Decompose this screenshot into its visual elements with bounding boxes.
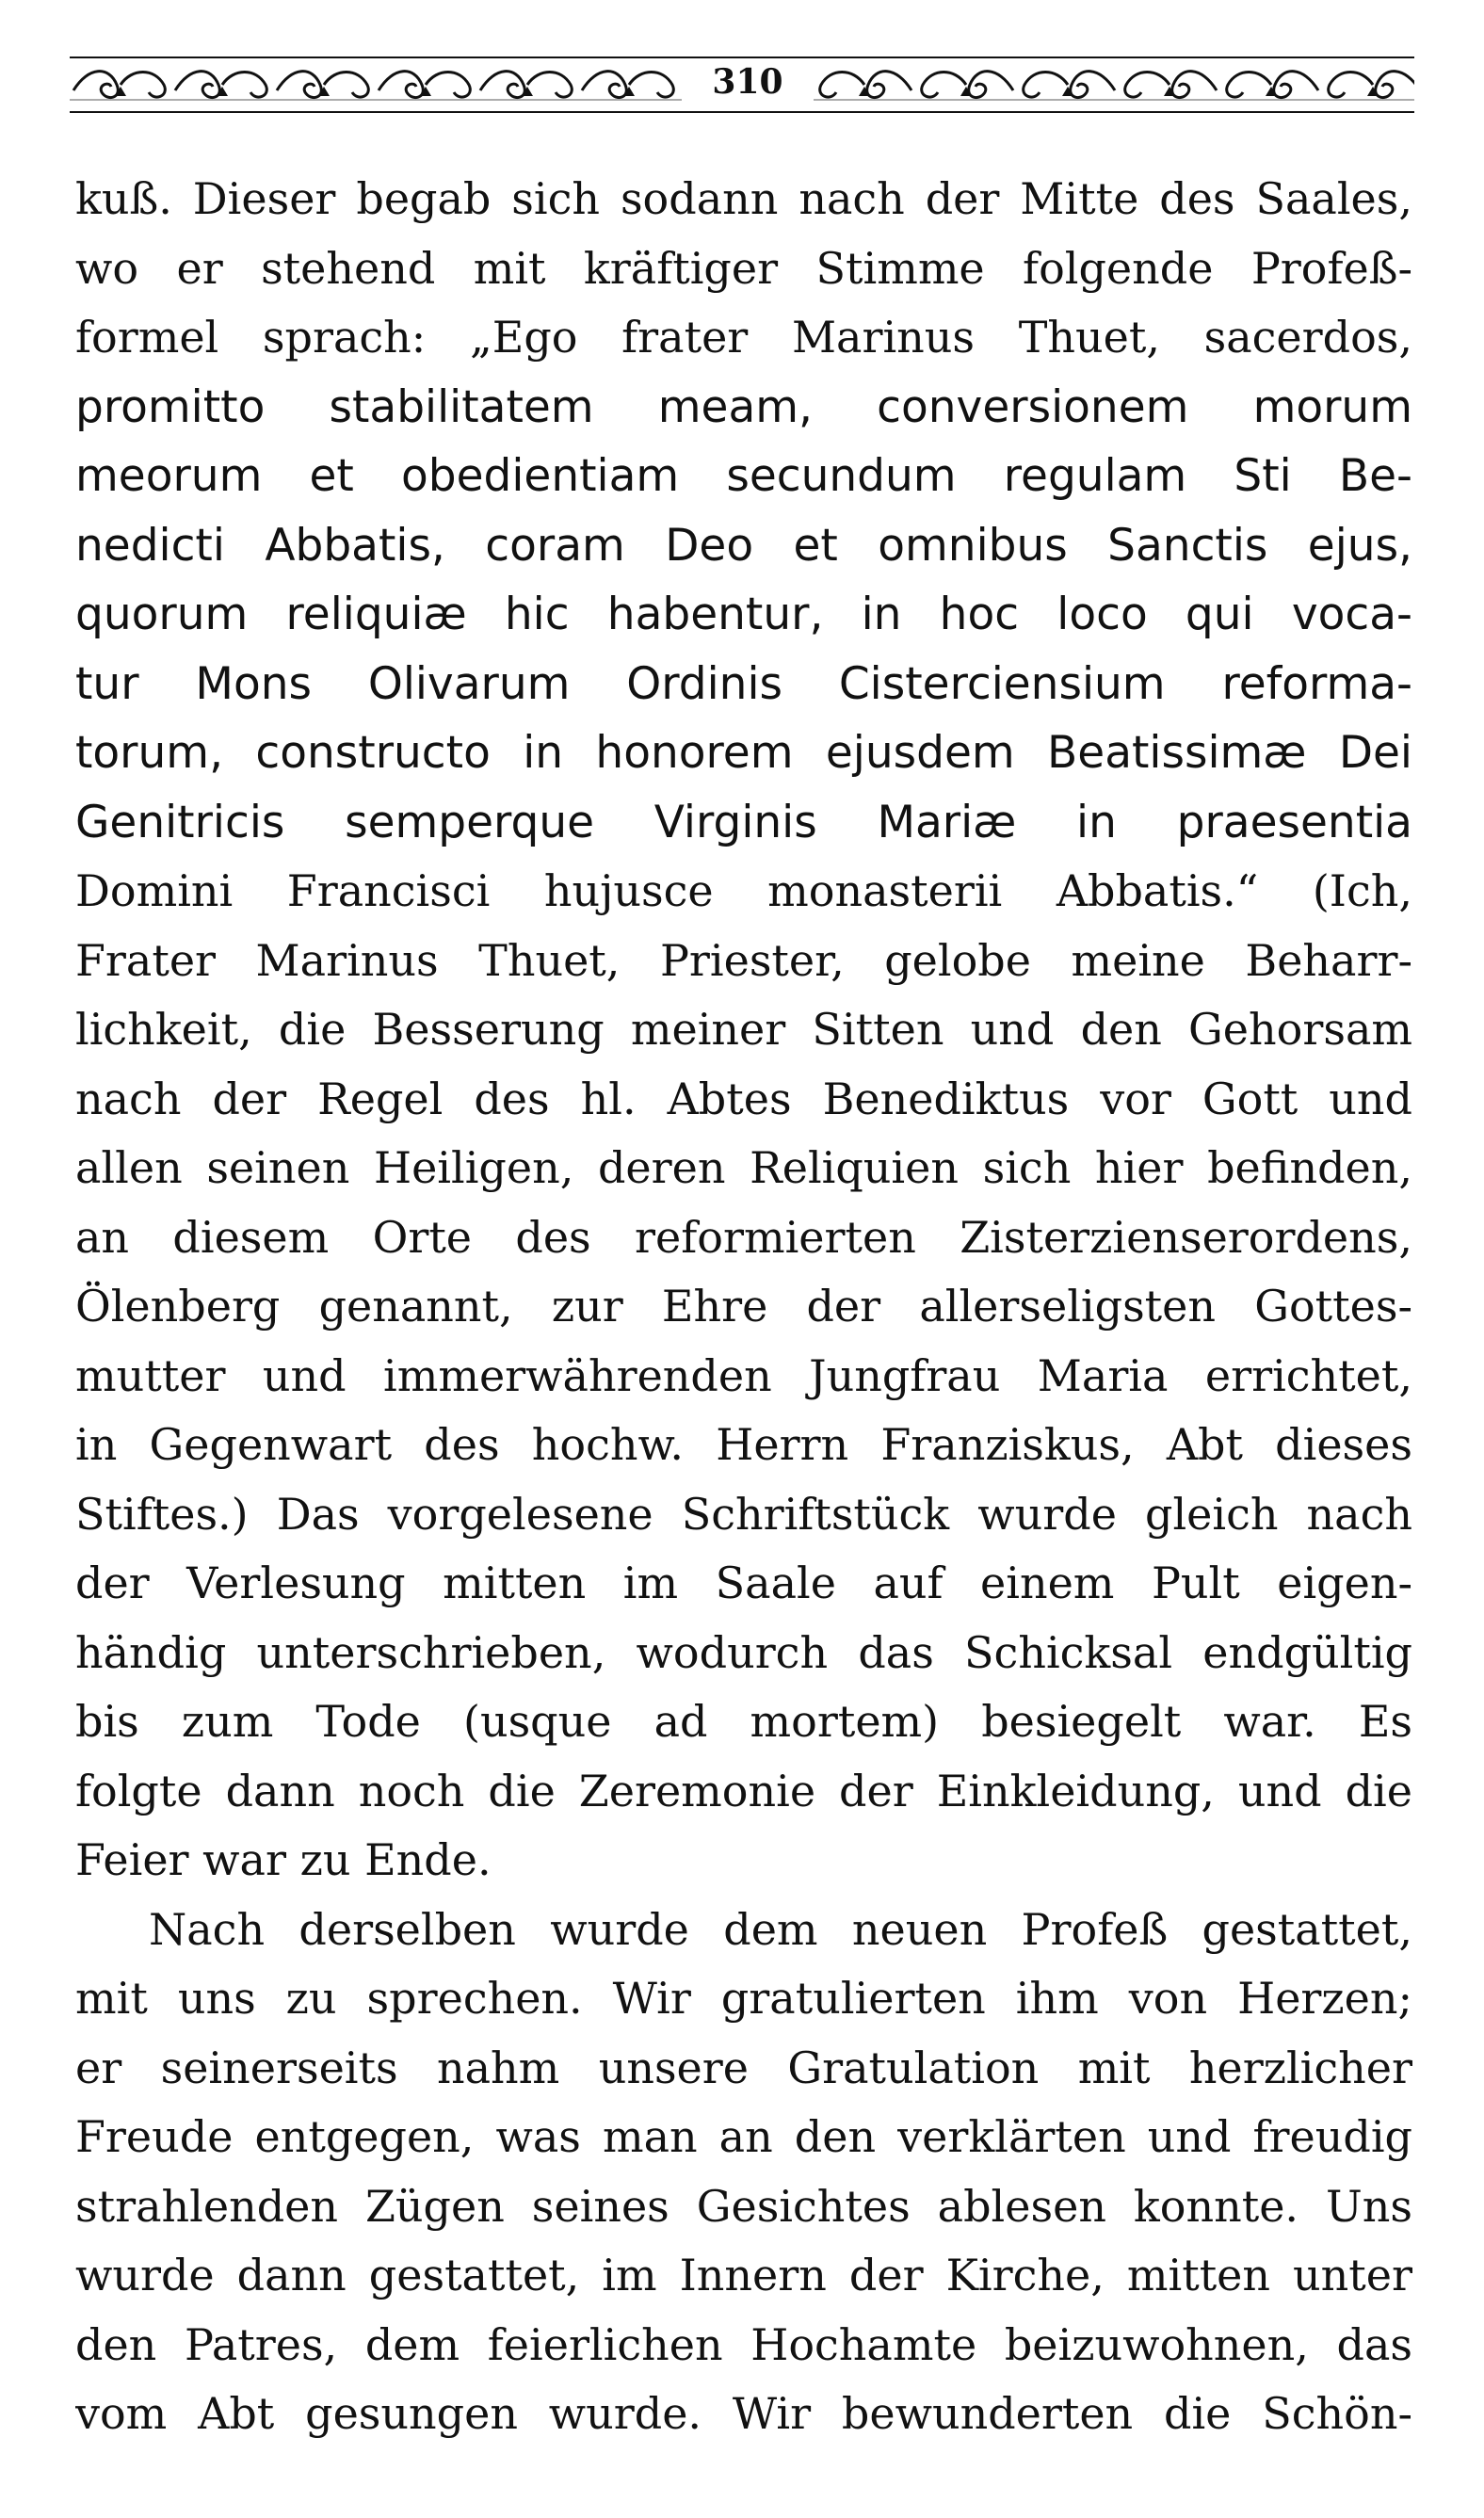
text-line: bis zum Tode (usque ad mortem) besiegelt war. Es (75, 1696, 1412, 1747)
text-line: Genitricis semperque Virginis Mariæ in praesentia (75, 796, 1412, 848)
text-line: den Patres, dem feierlichen Hochamte beizuwohnen, das (75, 2318, 1412, 2370)
text-line: Feier war zu Ende. (75, 1834, 492, 1885)
text-line: händig unterschrieben, wodurch das Schicksal endgültig (75, 1626, 1412, 1678)
text-line: tur Mons Olivarum Ordinis Cisterciensium reforma- (75, 657, 1412, 710)
text-line: allen seinen Heiligen, deren Reliquien sich hier befinden, (75, 1142, 1412, 1193)
text-line: Stiftes.) Das vorgelesene Schriftstück wurde gleich nach (75, 1488, 1412, 1540)
text-line: er seinerseits nahm unsere Gratulation mit herzlicher (75, 2042, 1412, 2093)
text-line: Freude entgegen, was man an den verklärten und freudig (75, 2111, 1412, 2162)
text-line: quorum reliquiæ hic habentur, in hoc loco qui voca- (75, 589, 1412, 640)
text-line: der Verlesung mitten im Saale auf einem Pult eigen- (75, 1558, 1412, 1608)
page-number: 310 (712, 62, 783, 102)
text-line: lichkeit, die Besserung meiner Sitten und den Gehorsam (75, 1004, 1412, 1055)
text-line: Ölenberg genannt, zur Ehre der allerseligsten Gottes- (75, 1281, 1412, 1332)
header-bottom-rule (70, 111, 1414, 113)
text-line: kuß. Dieser begab sich sodann nach der Mitte des Saales, (75, 173, 1412, 224)
text-line: wo er stehend mit kräftiger Stimme folgende Profeß- (75, 242, 1412, 294)
text-line: mutter und immerwährenden Jungfrau Maria errichtet, (75, 1349, 1412, 1401)
text-line: strahlenden Zügen seines Gesichtes ablesen konnte. Uns (75, 2180, 1412, 2232)
text-line: folgte dann noch die Zeremonie der Einkleidung, und die (75, 1765, 1412, 1816)
vine-ornament-right-icon (814, 58, 1414, 111)
text-line: mit uns zu sprechen. Wir gratulierten ihm von Herzen; (75, 1973, 1412, 2024)
text-line: Domini Francisci hujusce monasterii Abbatis.“ (Ich, (75, 865, 1412, 916)
text-line: meorum et obedientiam secundum regulam Sti Be- (75, 450, 1412, 502)
text-line: vom Abt gesungen wurde. Wir bewunderten die Schön- (75, 2388, 1412, 2439)
text-line: Frater Marinus Thuet, Priester, gelobe meine Beharr- (75, 934, 1412, 986)
text-line: promitto stabilitatem meam, conversionem morum (75, 380, 1412, 433)
text-line: wurde dann gestattet, im Innern der Kirche, mitten unter (75, 2250, 1412, 2300)
text-line: nach der Regel des hl. Abtes Benediktus vor Gott und (75, 1073, 1412, 1124)
text-line: an diesem Orte des reformierten Zisterzienserordens, (75, 1211, 1412, 1263)
text-line: nedicti Abbatis, coram Deo et omnibus Sanctis ejus, (75, 519, 1412, 572)
paragraph (75, 1896, 1412, 2449)
vine-ornament-left-icon (70, 58, 682, 111)
text-line: in Gegenwart des hochw. Herrn Franziskus, Abt dieses (75, 1419, 1412, 1470)
text-line: Nach derselben wurde dem neuen Profeß gestattet, (149, 1903, 1412, 1955)
text-line: torum, constructo in honorem ejusdem Beatissimæ Dei (75, 727, 1412, 779)
page-body-text (75, 165, 1412, 2449)
text-line: formel sprach: „Ego frater Marinus Thuet, sacerdos, (75, 312, 1412, 363)
page-header (70, 36, 1414, 124)
paragraph (75, 165, 1412, 1896)
